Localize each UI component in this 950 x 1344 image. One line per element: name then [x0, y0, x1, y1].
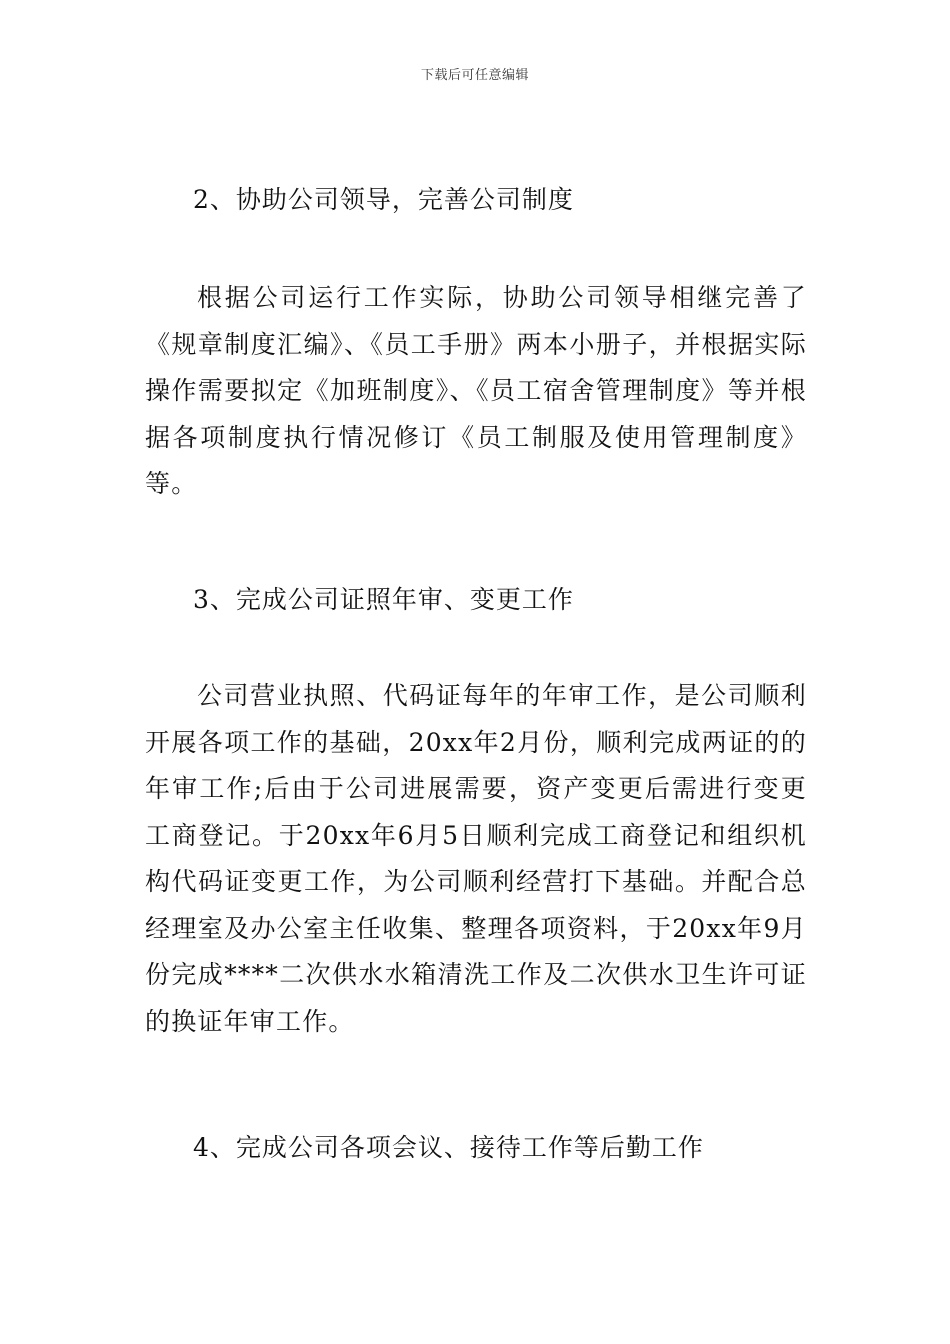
section-paragraph-3: 公司营业执照、代码证每年的年审工作，是公司顺利开展各项工作的基础，20xx年2月份，顺利完成两证的的年审工作;后由于公司进展需要，资产变更后需进行变更工商登记。于20xx年6月5日顺利完成工商登记和组织机构代码证变更工作，为公司顺利经营打下基础。并配合总经理室及办公室主任收集、整理各项资料，于20xx年9月份完成****二次供水水箱清洗工作及二次供水卫生许可证的换证年审工作。: [145, 681, 807, 1036]
page-header: 下载后可任意编辑: [420, 68, 529, 83]
section-heading-3: 3、完成公司证照年审、变更工作: [193, 585, 574, 614]
section-heading-2: 2、协助公司领导，完善公司制度: [193, 185, 574, 214]
section-paragraph-2: 根据公司运行工作实际，协助公司领导相继完善了《规章制度汇编》、《员工手册》两本小册子，并根据实际操作需要拟定《加班制度》、《员工宿舍管理制度》等并根据各项制度执行情况修订《员工制服及使用管理制度》等。: [145, 283, 807, 498]
section-heading-4: 4、完成公司各项会议、接待工作等后勤工作: [193, 1133, 704, 1162]
